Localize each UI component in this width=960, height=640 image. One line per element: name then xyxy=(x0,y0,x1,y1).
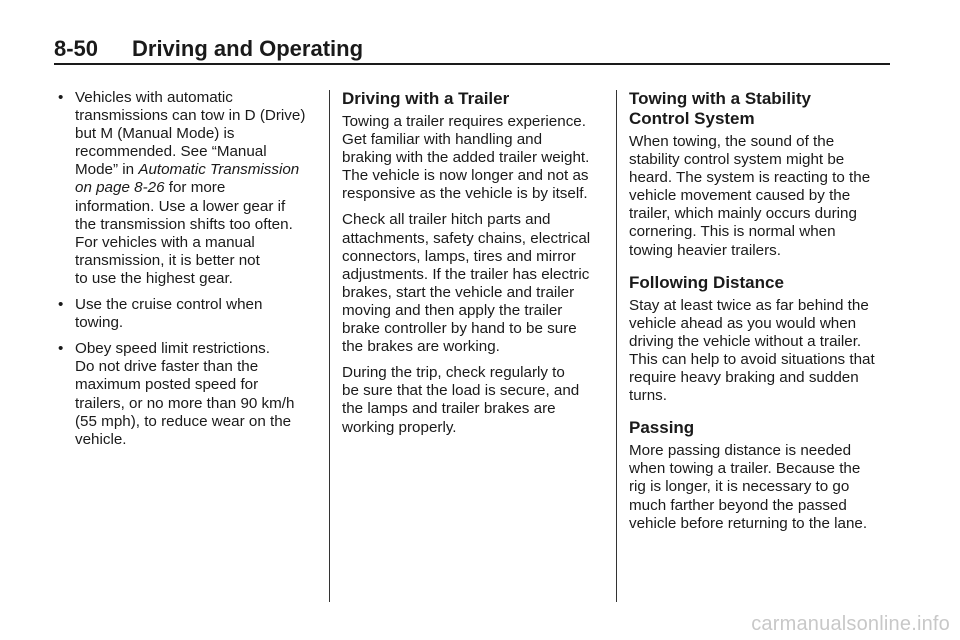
bullet-item: • Vehicles with automatic transmissions can tow in D (Drive) but M (Manual Mode) is recommended. See “Manual Mode” in Automatic Transmission on page 8-26 for more information. Use a lower gear if the transmission shifts too often. For vehicles with a manual transmission, it is better not to use the highest gear. xyxy=(54,89,320,288)
column-3 xyxy=(629,89,895,541)
page-number: 8-50 xyxy=(54,36,99,61)
paragraph: Check all trailer hitch parts and attachments, safety chains, electrical connectors, lamps, tires and mirror adjustments. If the trailer has electric brakes, start the vehicle and trailer moving and then apply the trailer brake controller by hand to be sure the brakes are working. xyxy=(342,211,591,356)
paragraph: During the trip, check regularly to be sure that the load is secure, and the lamps and trailer brakes are working properly. xyxy=(342,364,580,436)
page-header xyxy=(54,36,890,62)
bullet-item: • Obey speed limit restrictions. Do not drive faster than the maximum posted speed for trailers, or no more than 90 km/h (55 mph), to reduce wear on the vehicle. xyxy=(54,340,320,449)
column-2 xyxy=(342,89,608,445)
paragraph: More passing distance is needed when towing a trailer. Because the rig is longer, it is necessary to go much farther beyond the passed vehicle before returning to the lane. xyxy=(629,442,868,532)
heading-driving-with-trailer: Driving with a Trailer xyxy=(342,89,510,108)
paragraph: When towing, the sound of the stability control system might be heard. The system is reacting to the vehicle movement caused by the trailer, which mainly occurs during cornering. This is normal when towing heavier trailers. xyxy=(629,133,871,259)
header-rule xyxy=(54,63,890,65)
bullet-item: • Use the cruise control when towing. xyxy=(54,296,320,332)
cross-reference-page[interactable]: on page 8-26 xyxy=(75,179,165,197)
column-1 xyxy=(54,89,320,457)
heading-passing: Passing xyxy=(629,418,695,438)
watermark: carmanualsonline.info xyxy=(751,613,950,635)
bullet-list xyxy=(54,89,320,449)
paragraph: Stay at least twice as far behind the vehicle ahead as you would when driving the vehicle without a trailer. This can help to avoid situations that require heavy braking and sudden turns. xyxy=(629,296,875,405)
cross-reference-link[interactable]: Automatic Transmission xyxy=(138,161,300,179)
section-title: Driving and Operating xyxy=(132,36,364,61)
column-divider-2 xyxy=(616,90,617,602)
heading-following-distance: Following Distance xyxy=(629,272,784,292)
heading-stability-control: Towing with a Stability Control System xyxy=(629,89,811,128)
paragraph: Towing a trailer requires experience. Get familiar with handling and braking with the added trailer weight. The vehicle is now longer and not as responsive as the vehicle is by itself. xyxy=(342,113,590,203)
column-divider-1 xyxy=(329,90,330,602)
